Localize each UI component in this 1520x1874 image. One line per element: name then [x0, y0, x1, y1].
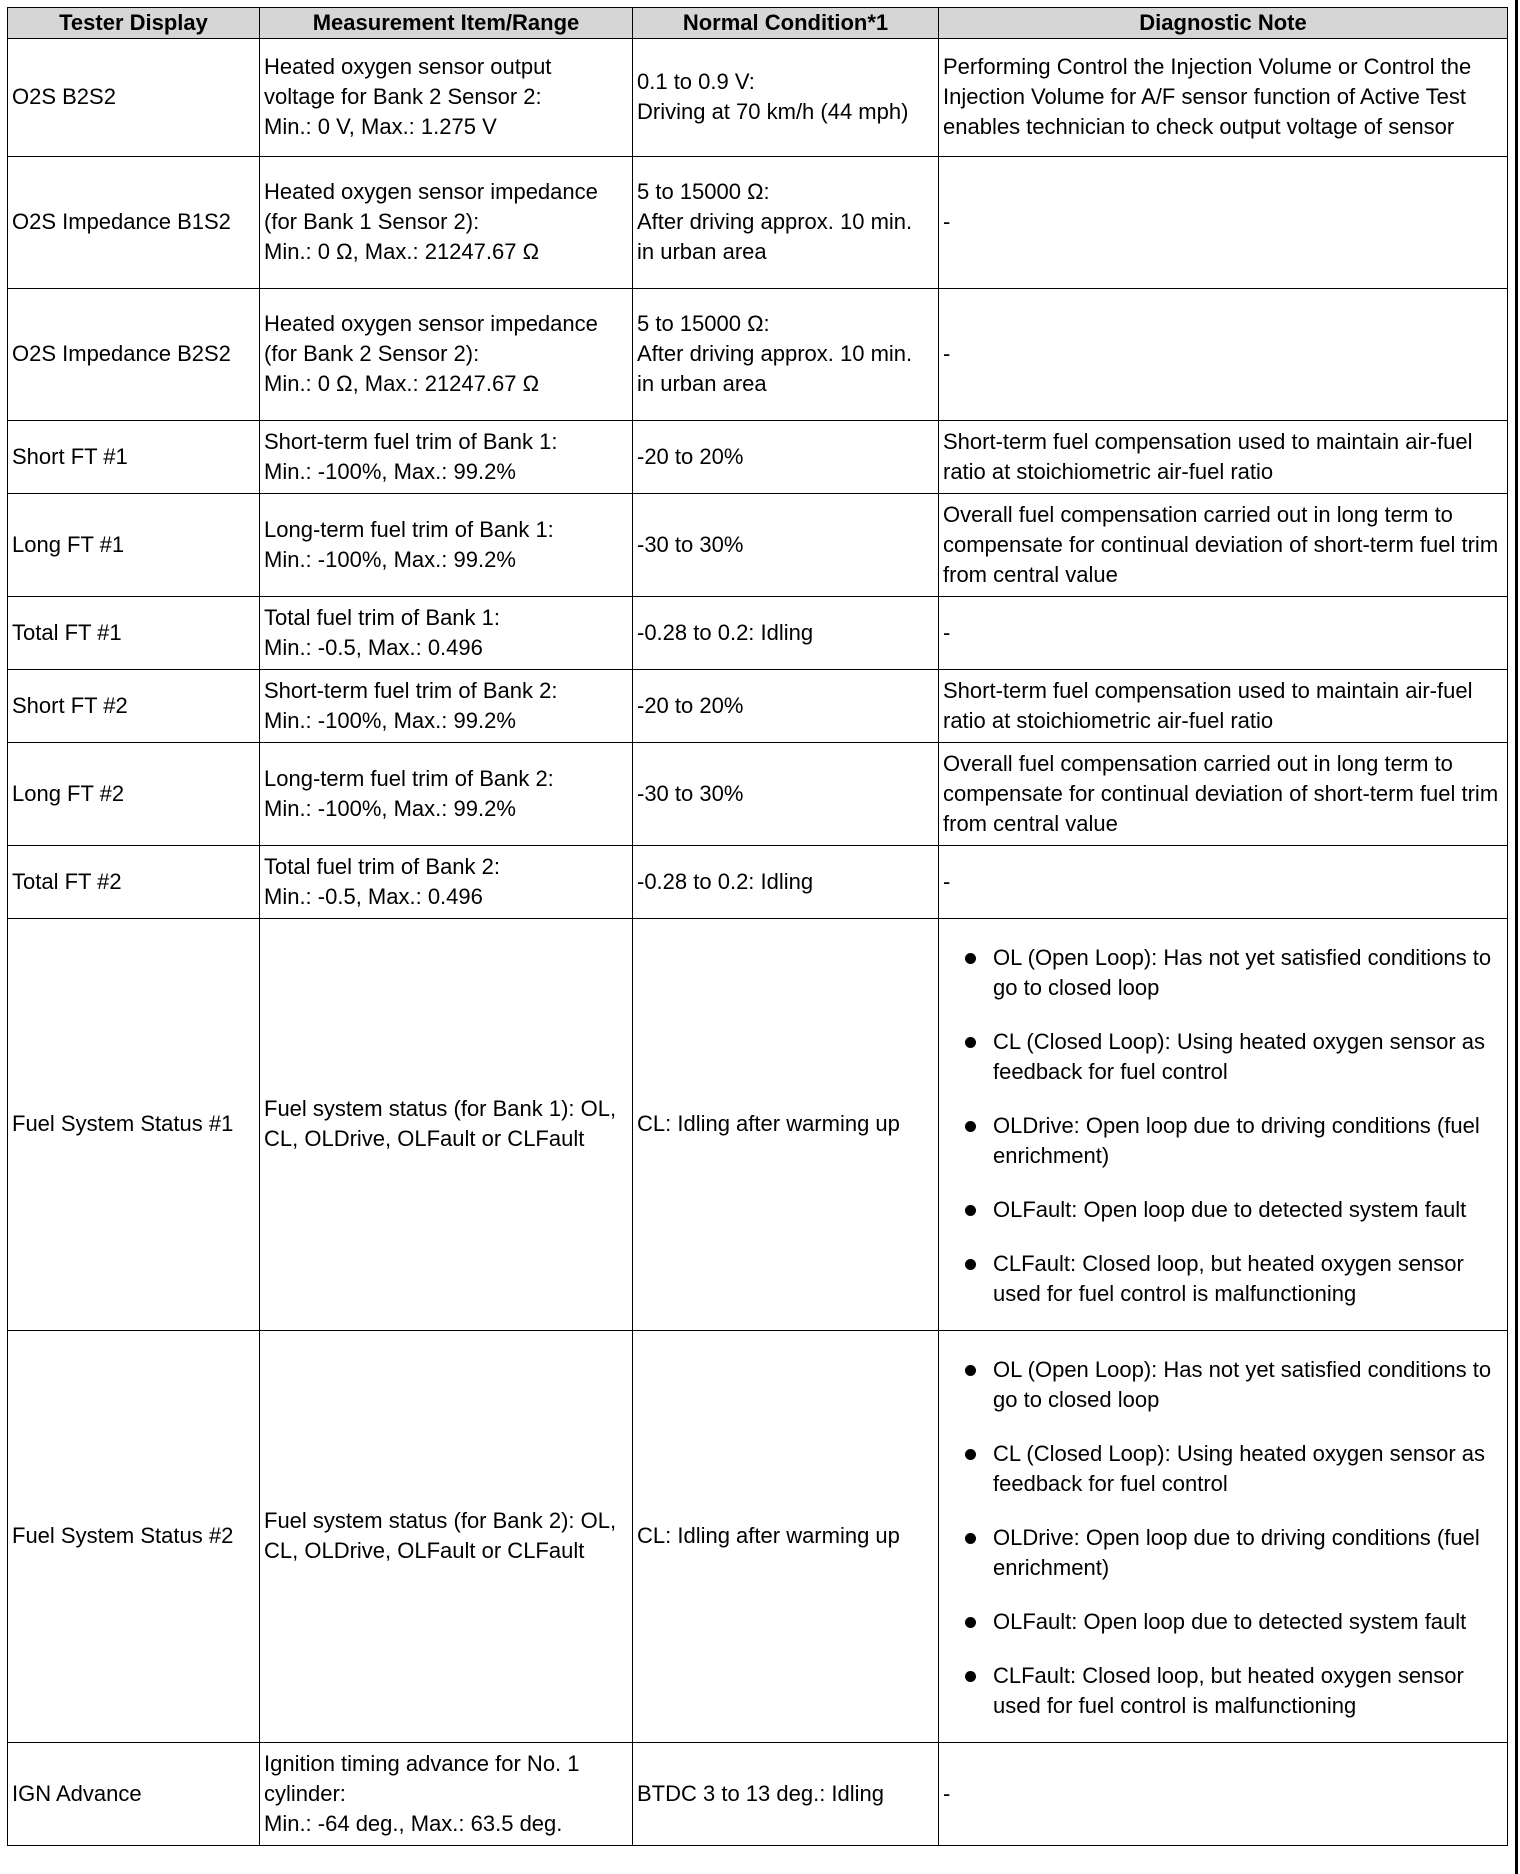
cell-diagnostic-note: -: [939, 846, 1508, 919]
cell-tester-display: IGN Advance: [8, 1743, 260, 1846]
table-row: [8, 1331, 1508, 1743]
list-item: OLDrive: Open loop due to driving conditions (fuel enrichment): [943, 1111, 1503, 1171]
cell-normal-condition: 5 to 15000 Ω: After driving approx. 10 min. in urban area: [633, 157, 939, 289]
cell-measurement: Long-term fuel trim of Bank 1: Min.: -100%, Max.: 99.2%: [260, 494, 633, 597]
cell-tester-display: Total FT #2: [8, 846, 260, 919]
table-row: [8, 670, 1508, 743]
table-row: [8, 597, 1508, 670]
fuel-status-bullet-list: [943, 943, 1503, 1309]
list-item: OL (Open Loop): Has not yet satisfied conditions to go to closed loop: [943, 943, 1503, 1003]
cell-normal-condition: -30 to 30%: [633, 743, 939, 846]
cell-normal-condition: -20 to 20%: [633, 670, 939, 743]
cell-diagnostic-note: Overall fuel compensation carried out in long term to compensate for continual deviation of short-term fuel trim from central value: [939, 743, 1508, 846]
cell-tester-display: Long FT #1: [8, 494, 260, 597]
cell-normal-condition: 0.1 to 0.9 V: Driving at 70 km/h (44 mph): [633, 39, 939, 157]
cell-measurement: Total fuel trim of Bank 1: Min.: -0.5, Max.: 0.496: [260, 597, 633, 670]
cell-measurement: Heated oxygen sensor output voltage for Bank 2 Sensor 2: Min.: 0 V, Max.: 1.275 V: [260, 39, 633, 157]
cell-normal-condition: CL: Idling after warming up: [633, 1331, 939, 1743]
list-item: OL (Open Loop): Has not yet satisfied conditions to go to closed loop: [943, 1355, 1503, 1415]
cell-measurement: Short-term fuel trim of Bank 2: Min.: -100%, Max.: 99.2%: [260, 670, 633, 743]
cell-diagnostic-note: [939, 919, 1508, 1331]
data-list-table: [7, 7, 1508, 1846]
cell-diagnostic-note: Short-term fuel compensation used to maintain air-fuel ratio at stoichiometric air-fuel ratio: [939, 670, 1508, 743]
cell-measurement: Heated oxygen sensor impedance (for Bank 2 Sensor 2): Min.: 0 Ω, Max.: 21247.67 Ω: [260, 289, 633, 421]
table-row: [8, 157, 1508, 289]
cell-diagnostic-note: Performing Control the Injection Volume or Control the Injection Volume for A/F sensor function of Active Test enables technician to check output voltage of sensor: [939, 39, 1508, 157]
header-measurement-item: Measurement Item/Range: [260, 8, 633, 39]
cell-measurement: Long-term fuel trim of Bank 2: Min.: -100%, Max.: 99.2%: [260, 743, 633, 846]
cell-diagnostic-note: [939, 1331, 1508, 1743]
cell-normal-condition: -20 to 20%: [633, 421, 939, 494]
list-item: OLDrive: Open loop due to driving conditions (fuel enrichment): [943, 1523, 1503, 1583]
cell-diagnostic-note: -: [939, 597, 1508, 670]
cell-tester-display: Fuel System Status #1: [8, 919, 260, 1331]
table-header-row: [8, 8, 1508, 39]
table-row: [8, 846, 1508, 919]
cell-diagnostic-note: -: [939, 1743, 1508, 1846]
cell-normal-condition: -0.28 to 0.2: Idling: [633, 597, 939, 670]
cell-normal-condition: -0.28 to 0.2: Idling: [633, 846, 939, 919]
cell-tester-display: O2S B2S2: [8, 39, 260, 157]
header-diagnostic-note: Diagnostic Note: [939, 8, 1508, 39]
cell-diagnostic-note: -: [939, 289, 1508, 421]
fuel-status-bullet-list: [943, 1355, 1503, 1721]
cell-tester-display: Long FT #2: [8, 743, 260, 846]
cell-measurement: Fuel system status (for Bank 2): OL, CL, OLDrive, OLFault or CLFault: [260, 1331, 633, 1743]
list-item: CL (Closed Loop): Using heated oxygen sensor as feedback for fuel control: [943, 1027, 1503, 1087]
cell-normal-condition: CL: Idling after warming up: [633, 919, 939, 1331]
table-row: [8, 289, 1508, 421]
cell-tester-display: Fuel System Status #2: [8, 1331, 260, 1743]
cell-tester-display: Short FT #2: [8, 670, 260, 743]
cell-measurement: Total fuel trim of Bank 2: Min.: -0.5, Max.: 0.496: [260, 846, 633, 919]
table-row: [8, 421, 1508, 494]
cell-diagnostic-note: Overall fuel compensation carried out in long term to compensate for continual deviation of short-term fuel trim from central value: [939, 494, 1508, 597]
cell-normal-condition: 5 to 15000 Ω: After driving approx. 10 min. in urban area: [633, 289, 939, 421]
cell-measurement: Short-term fuel trim of Bank 1: Min.: -100%, Max.: 99.2%: [260, 421, 633, 494]
cell-tester-display: O2S Impedance B1S2: [8, 157, 260, 289]
table-row: [8, 743, 1508, 846]
table-row: [8, 494, 1508, 597]
cell-tester-display: O2S Impedance B2S2: [8, 289, 260, 421]
cell-measurement: Heated oxygen sensor impedance (for Bank 1 Sensor 2): Min.: 0 Ω, Max.: 21247.67 Ω: [260, 157, 633, 289]
table-row: [8, 919, 1508, 1331]
header-normal-condition: Normal Condition*1: [633, 8, 939, 39]
cell-diagnostic-note: Short-term fuel compensation used to maintain air-fuel ratio at stoichiometric air-fuel ratio: [939, 421, 1508, 494]
cell-measurement: Fuel system status (for Bank 1): OL, CL, OLDrive, OLFault or CLFault: [260, 919, 633, 1331]
cell-diagnostic-note: -: [939, 157, 1508, 289]
list-item: CLFault: Closed loop, but heated oxygen sensor used for fuel control is malfunctioning: [943, 1661, 1503, 1721]
table-row: [8, 1743, 1508, 1846]
cell-normal-condition: BTDC 3 to 13 deg.: Idling: [633, 1743, 939, 1846]
list-item: CLFault: Closed loop, but heated oxygen sensor used for fuel control is malfunctioning: [943, 1249, 1503, 1309]
cell-normal-condition: -30 to 30%: [633, 494, 939, 597]
cell-tester-display: Total FT #1: [8, 597, 260, 670]
cell-tester-display: Short FT #1: [8, 421, 260, 494]
list-item: OLFault: Open loop due to detected system fault: [943, 1195, 1503, 1225]
cell-measurement: Ignition timing advance for No. 1 cylinder: Min.: -64 deg., Max.: 63.5 deg.: [260, 1743, 633, 1846]
table-row: [8, 39, 1508, 157]
header-tester-display: Tester Display: [8, 8, 260, 39]
list-item: CL (Closed Loop): Using heated oxygen sensor as feedback for fuel control: [943, 1439, 1503, 1499]
list-item: OLFault: Open loop due to detected system fault: [943, 1607, 1503, 1637]
